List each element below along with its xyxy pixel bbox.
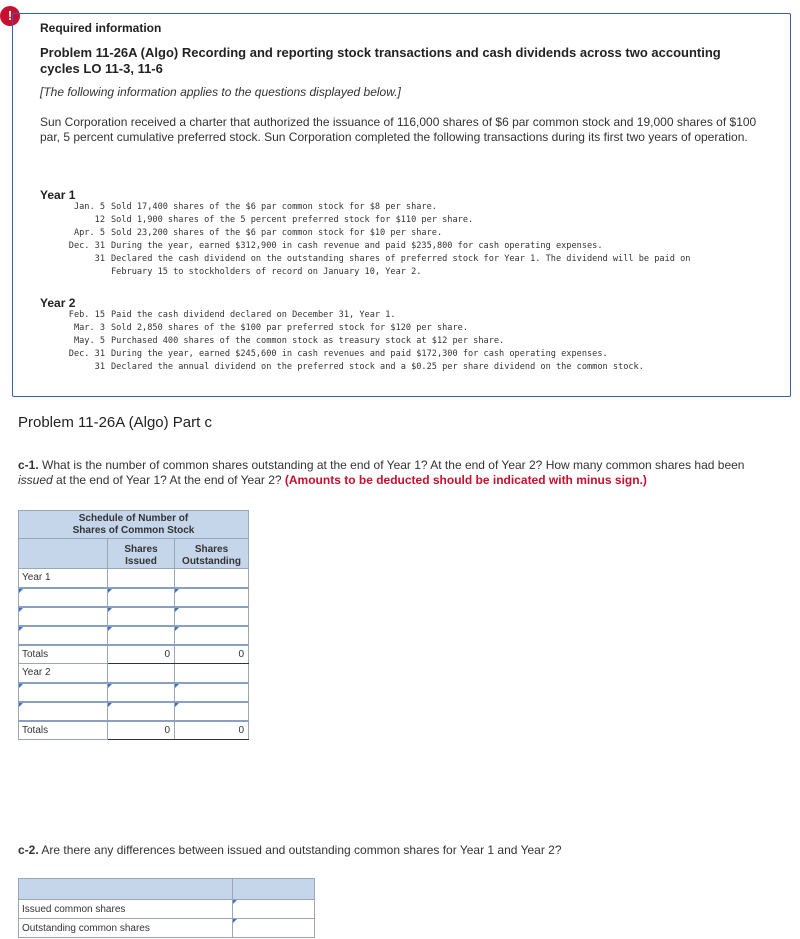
year1-total-outstanding: 0: [175, 645, 249, 664]
question-c1: c-1. What is the number of common shares outstanding at the end of Year 1? At the end of Year 2? How many common shares had been issued at the end of Year 1? At the end of Year 2? (Amounts to be deducted should be indicated with minus sign.): [18, 458, 745, 487]
transaction-row: Dec. 31 During the year, earned $312,900 in cash revenue and paid $235,800 for cash operating expenses.: [68, 241, 603, 251]
year1-row2-outstanding-input[interactable]: [175, 607, 249, 626]
transaction-row: Mar. 3 Sold 2,850 shares of the $100 par preferred stock for $120 per share.: [73, 323, 468, 333]
year1-row2-label-select[interactable]: [19, 607, 108, 626]
year2-heading: Year 2: [40, 296, 76, 310]
year1-label: Year 1: [19, 569, 108, 588]
year2-row1-outstanding-input[interactable]: [175, 683, 249, 702]
issued-common-shares-label: Issued common shares: [19, 900, 233, 919]
transaction-row: 12 Sold 1,900 shares of the 5 percent preferred stock for $110 per share.: [94, 215, 474, 225]
problem-title: Problem 11-26A (Algo) Recording and reporting stock transactions and cash dividends across two accounting cycles LO 11-3, 11-6: [40, 45, 721, 76]
outstanding-common-shares-label: Outstanding common shares: [19, 919, 233, 938]
year2-total-issued: 0: [108, 721, 175, 740]
info-note: [The following information applies to the questions displayed below.]: [40, 85, 401, 99]
year2-row1-label-select[interactable]: [19, 683, 108, 702]
year1-row3-issued-input[interactable]: [108, 626, 175, 645]
issued-common-shares-select[interactable]: [233, 900, 315, 919]
transaction-row: Jan. 5 Sold 17,400 shares of the $6 par common stock for $8 per share.: [73, 202, 437, 212]
transaction-row: February 15 to stockholders of record on January 10, Year 2.: [111, 267, 422, 277]
year2-label: Year 2: [19, 664, 108, 683]
required-info-heading: Required information: [40, 21, 162, 35]
year1-total-issued: 0: [108, 645, 175, 664]
year1-row3-outstanding-input[interactable]: [175, 626, 249, 645]
schedule-title: Schedule of Number of Shares of Common Stock: [19, 511, 249, 539]
year1-row1-outstanding-input[interactable]: [175, 588, 249, 607]
common-stock-schedule: [18, 510, 249, 740]
column-header-outstanding: Shares Outstanding: [175, 539, 249, 569]
year2-row1-issued-input[interactable]: [108, 683, 175, 702]
year2-total-outstanding: 0: [175, 721, 249, 740]
transaction-row: Feb. 15 Paid the cash dividend declared on December 31, Year 1.: [68, 310, 396, 320]
problem-intro: Sun Corporation received a charter that authorized the issuance of 116,000 shares of $6 par common stock and 19,000 shares of $100 par, 5 percent cumulative preferred stock. Sun Corporation completed the following transactions during its first two years of operation.: [40, 115, 757, 144]
year1-heading: Year 1: [40, 188, 76, 202]
alert-icon: !: [0, 6, 20, 26]
year2-row2-issued-input[interactable]: [108, 702, 175, 721]
year1-totals-label: Totals: [19, 645, 108, 664]
table-header: [19, 879, 233, 900]
transaction-row: May. 5 Purchased 400 shares of the common stock as treasury stock at $12 per share.: [73, 336, 505, 346]
year1-row1-issued-input[interactable]: [108, 588, 175, 607]
year1-row3-label-select[interactable]: [19, 626, 108, 645]
transaction-row: 31 Declared the annual dividend on the preferred stock and a $0.25 per share dividend on the common stock.: [94, 362, 644, 372]
column-header-issued: Shares Issued: [108, 539, 175, 569]
outstanding-common-shares-select[interactable]: [233, 919, 315, 938]
transaction-row: Dec. 31 During the year, earned $245,600 in cash revenues and paid $172,300 for cash operating expenses.: [68, 349, 608, 359]
year2-transactions: [50, 309, 644, 374]
part-title: Problem 11-26A (Algo) Part c: [18, 414, 212, 431]
column-header-blank: [19, 539, 108, 569]
transaction-row: Apr. 5 Sold 23,200 shares of the $6 par common stock for $10 per share.: [73, 228, 443, 238]
year1-transactions: [50, 201, 690, 279]
transaction-row: 31 Declared the cash dividend on the outstanding shares of preferred stock for Year 1. The dividend will be paid on: [94, 254, 691, 264]
year2-totals-label: Totals: [19, 721, 108, 740]
issued-vs-outstanding-table: [18, 878, 315, 938]
year2-row2-label-select[interactable]: [19, 702, 108, 721]
year2-row2-outstanding-input[interactable]: [175, 702, 249, 721]
year1-row2-issued-input[interactable]: [108, 607, 175, 626]
question-c2: c-2. Are there any differences between issued and outstanding common shares for Year 1 and Year 2?: [18, 843, 562, 857]
year1-row1-label-select[interactable]: [19, 588, 108, 607]
